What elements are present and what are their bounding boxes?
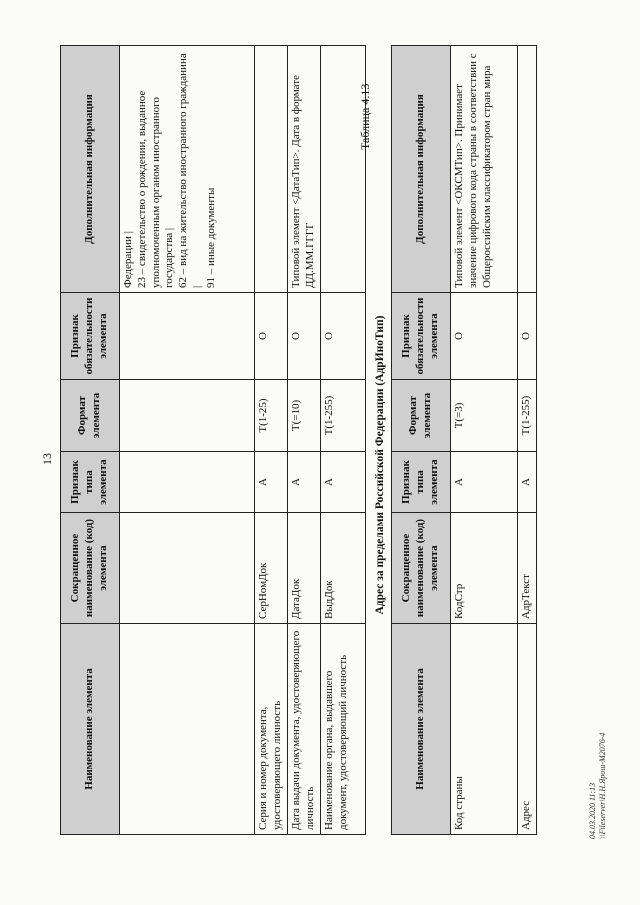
info-line: 62 – вид на жительство иностранного гражданина | [177, 53, 203, 288]
table-row [451, 46, 518, 835]
table-foreign-address [391, 45, 537, 835]
cell-required: О [451, 293, 518, 380]
table-row [288, 46, 321, 835]
cell-info [255, 46, 288, 293]
cell-name: Наименование органа, выдавшего документ, удостоверяющий личность [321, 624, 366, 835]
cell-info: Типовой элемент <ОКСМТип>. Принимает значение цифрового кода страны в соответствии с Общероссийским классификатором стран мира [451, 46, 518, 293]
header-additional-info: Дополнительная информация [392, 46, 451, 293]
header-element-type: Признак типа элемента [61, 452, 120, 513]
table-header-row [392, 46, 451, 835]
header-element-code: Сокращенное наименование (код) элемента [61, 513, 120, 624]
cell-type: А [288, 452, 321, 513]
info-line: Федерации | [122, 231, 134, 288]
cell-info [518, 46, 537, 293]
table-row [518, 46, 537, 835]
table-row [120, 46, 255, 835]
cell-required: О [255, 293, 288, 380]
cell-name: Адрес [518, 624, 537, 835]
cell-type: А [255, 452, 288, 513]
cell-code: СерНомДок [255, 513, 288, 624]
cell-format: T(1-255) [518, 380, 537, 452]
cell-format: T(=3) [451, 380, 518, 452]
cell-format: T(=10) [288, 380, 321, 452]
cell-code: КодСтр [451, 513, 518, 624]
cell-info: Типовой элемент <ДатаТип>. Дата в формате ДД.ММ.ГГГГ [288, 46, 321, 293]
header-element-code: Сокращенное наименование (код) элемента [392, 513, 451, 624]
cell-required: О [288, 293, 321, 380]
table-continuation [60, 45, 366, 835]
footer-line: 04.03.2020 11:13 [588, 782, 597, 839]
header-additional-info: Дополнительная информация [61, 46, 120, 293]
cell-code: ВыдДок [321, 513, 366, 624]
cell-format: T(1-255) [321, 380, 366, 452]
cell-name: Дата выдачи документа, удостоверяющего личность [288, 624, 321, 835]
cell-info [321, 46, 366, 293]
table-title: Адрес за пределами Российской Федерации (АдрИноТип) [374, 315, 386, 615]
continuation-info-cell [120, 46, 255, 293]
header-element-name: Наименование элемента [61, 624, 120, 835]
header-element-required: Признак обязательности элемента [392, 293, 451, 380]
header-element-name: Наименование элемента [392, 624, 451, 835]
page-number: 13 [40, 453, 54, 465]
cell-type: А [451, 452, 518, 513]
header-element-format: Формат элемента [61, 380, 120, 452]
header-element-required: Признак обязательности элемента [61, 293, 120, 380]
table-row [321, 46, 366, 835]
cell-name: Код страны [451, 624, 518, 835]
table-caption: Таблица 4.13 [358, 83, 372, 150]
footer-line: \\Fileserver\Н.Н.Ярош-М2076-4 [598, 732, 608, 839]
cell-type: А [321, 452, 366, 513]
cell-code: ДатаДок [288, 513, 321, 624]
cell-format: T(1-25) [255, 380, 288, 452]
footer-note [588, 733, 609, 839]
table-header-row [61, 46, 120, 835]
cell-name: Серия и номер документа, удостоверяющего личность [255, 624, 288, 835]
info-line: 23 – свидетельство о рождении, выданное уполномоченным органом иностранного государства | [135, 90, 176, 288]
cell-required: О [321, 293, 366, 380]
info-line: 91 – иные документы [204, 187, 217, 288]
header-element-format: Формат элемента [392, 380, 451, 452]
cell-required: О [518, 293, 537, 380]
cell-type: А [518, 452, 537, 513]
header-element-type: Признак типа элемента [392, 452, 451, 513]
cell-code: АдрТекст [518, 513, 537, 624]
table-row [255, 46, 288, 835]
